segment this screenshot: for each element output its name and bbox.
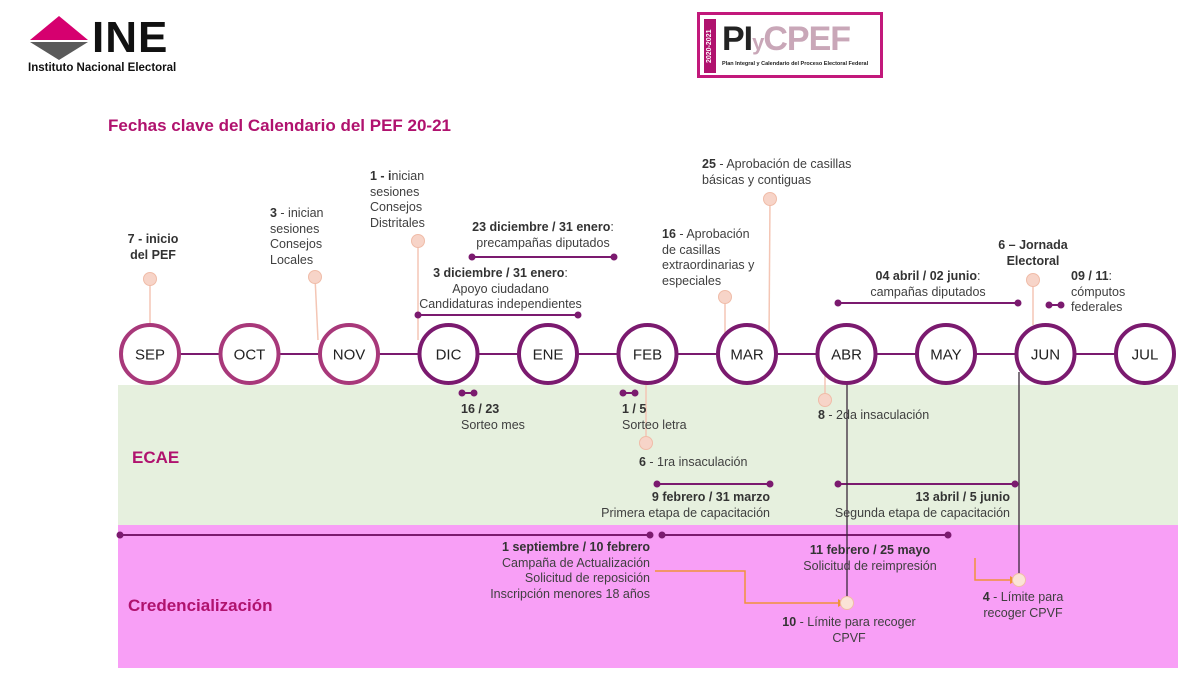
event-limite-10-l2: CPVF	[832, 630, 866, 645]
event-limite-4-l1: - Límite para	[989, 590, 1064, 604]
event-sorteo-mes-range: 16 / 23	[461, 402, 500, 416]
event-primera-insaculacion	[639, 455, 747, 471]
stem-consejos-locales	[315, 277, 318, 340]
dot-casillas-extra	[719, 291, 732, 304]
event-inicio-pef-day: 7 - inicio	[127, 232, 179, 246]
event-segunda-insac-day: 8	[818, 408, 825, 422]
event-consejos-locales-l1: - inician	[276, 206, 324, 220]
plan-name-y: y	[752, 30, 764, 55]
event-campana-act-range: 1 septiembre / 10 febrero	[502, 540, 650, 554]
event-casillas-basicas	[702, 157, 851, 188]
event-apoyo-l2: Candidaturas independientes	[419, 297, 582, 311]
event-computos-colon: :	[1108, 269, 1113, 283]
event-consejos-locales-l3: Consejos	[270, 237, 323, 251]
event-limite-10-day: 10	[782, 615, 797, 629]
month-label: MAY	[930, 346, 962, 364]
event-sorteo-letra	[622, 402, 687, 433]
month-node-feb	[619, 325, 677, 383]
event-campana-act-l1: Campaña de Actualización	[501, 555, 650, 570]
event-casillas-basicas-l1: - Aprobación de casillas	[715, 157, 852, 171]
event-jornada-l2: Electoral	[1006, 253, 1060, 268]
event-casillas-extra-l1: - Aprobación	[675, 227, 750, 241]
stem-casillas-basicas	[769, 199, 770, 340]
event-precampanas-colon: :	[610, 220, 614, 234]
event-sorteo-letra-range: 1 / 5	[622, 402, 647, 416]
month-node-may	[917, 325, 975, 383]
plan-name-b: CPEF	[763, 20, 851, 58]
event-consejos-locales-day: 3	[270, 206, 277, 220]
event-casillas-extra-l2: de casillas	[662, 242, 721, 257]
event-inicio-pef-text: del PEF	[130, 247, 176, 262]
month-node-jun	[1017, 325, 1075, 383]
event-campana-actualizacion	[440, 540, 650, 602]
month-node-dic	[420, 325, 478, 383]
event-primera-capacitacion	[570, 490, 770, 521]
event-casillas-basicas-day: 25	[702, 157, 716, 171]
event-consejos-distritales-l1: nician	[391, 169, 425, 183]
month-nodes	[121, 325, 1174, 383]
event-apoyo-range: 3 diciembre / 31 enero	[433, 266, 565, 280]
dot-consejos-distritales	[412, 235, 425, 248]
month-label: MAR	[730, 346, 764, 364]
month-node-nov	[320, 325, 378, 383]
dot-limite-4	[1013, 574, 1026, 587]
dot-jornada	[1027, 274, 1040, 287]
event-campanas-colon: :	[976, 269, 981, 283]
event-casillas-extra	[662, 227, 754, 289]
event-computos-l2: federales	[1071, 300, 1123, 314]
event-consejos-locales-l2: sesiones	[270, 221, 320, 236]
month-label: JUL	[1131, 346, 1159, 364]
event-segunda-insaculacion	[818, 408, 929, 424]
event-campana-act-l3: Inscripción menores 18 años	[490, 586, 650, 601]
event-consejos-locales	[270, 206, 324, 268]
plan-name-a: PI	[722, 20, 753, 58]
month-label: ENE	[532, 346, 564, 364]
event-primera-insac-day: 6	[639, 455, 646, 469]
event-apoyo-ciudadano	[408, 266, 593, 313]
event-consejos-distritales	[370, 169, 425, 231]
dot-limite-10	[841, 597, 854, 610]
event-casillas-basicas-l2: básicas y contiguas	[702, 172, 812, 187]
event-reimpresion-text: Solicitud de reimpresión	[803, 558, 937, 573]
event-primera-insac-text: - 1ra insaculación	[645, 455, 748, 469]
event-consejos-distritales-day: 1 - i	[370, 169, 392, 183]
dot-inicio-pef	[144, 273, 157, 286]
month-node-oct	[221, 325, 279, 383]
event-precampanas-range: 23 diciembre / 31 enero	[472, 220, 611, 234]
credencializacion-label: Credencialización	[128, 596, 273, 615]
event-segunda-capacitacion	[810, 490, 1010, 521]
event-jornada-electoral	[990, 238, 1076, 269]
event-computos	[1071, 269, 1125, 316]
plan-tagline: Plan Integral y Calendario del Proceso Electoral Federal	[722, 61, 869, 67]
dot-consejos-locales	[309, 271, 322, 284]
event-limite-10	[764, 615, 934, 646]
event-precampanas	[458, 220, 628, 251]
event-sorteo-mes-text: Sorteo mes	[461, 417, 525, 432]
event-consejos-distritales-l2: sesiones	[370, 184, 420, 199]
event-limite-4-day: 4	[982, 590, 990, 604]
event-precampanas-text: precampañas diputados	[476, 235, 610, 250]
dot-segunda-insac	[819, 394, 832, 407]
dot-primera-insac	[640, 437, 653, 450]
event-segunda-cap-range: 13 abril / 5 junio	[915, 490, 1010, 504]
ecae-label: ECAE	[132, 448, 180, 467]
event-computos-range: 09 / 11	[1071, 269, 1109, 283]
month-label: DIC	[435, 346, 462, 364]
event-primera-cap-range: 9 febrero / 31 marzo	[651, 490, 770, 504]
event-reimpresion	[780, 543, 960, 574]
month-node-abr	[818, 325, 876, 383]
event-apoyo-l1: Apoyo ciudadano	[452, 281, 549, 296]
arrow-to-limite-4	[975, 558, 1010, 580]
event-casillas-extra-day: 16	[662, 227, 676, 241]
plan-years: 2020-2021	[704, 19, 716, 73]
event-campanas	[838, 269, 1018, 300]
ine-subtitle: Instituto Nacional Electoral	[28, 62, 177, 74]
event-apoyo-colon: :	[564, 266, 568, 280]
page-title: Fechas clave del Calendario del PEF 20-21	[108, 116, 451, 135]
event-segunda-cap-text: Segunda etapa de capacitación	[834, 505, 1010, 520]
month-label: ABR	[831, 346, 862, 364]
event-limite-10-l1: - Límite para recoger	[796, 615, 916, 629]
event-consejos-distritales-l3: Consejos	[370, 200, 423, 214]
month-label: FEB	[632, 346, 663, 364]
event-inicio-pef	[118, 232, 188, 263]
event-sorteo-mes	[461, 402, 525, 433]
dot-casillas-basicas	[764, 193, 777, 206]
event-limite-4-l2: recoger CPVF	[983, 605, 1063, 620]
month-node-sep	[121, 325, 179, 383]
event-campanas-range: 04 abril / 02 junio	[875, 269, 977, 283]
event-campana-act-l2: Solicitud de reposición	[524, 571, 650, 585]
event-casillas-extra-l4: especiales	[662, 273, 722, 288]
event-casillas-extra-l3: extraordinarias y	[662, 258, 755, 272]
month-node-ene	[519, 325, 577, 383]
event-primera-cap-text: Primera etapa de capacitación	[601, 505, 770, 520]
event-reimpresion-range: 11 febrero / 25 mayo	[809, 543, 931, 557]
month-label: SEP	[134, 346, 166, 364]
event-consejos-locales-l4: Locales	[270, 252, 314, 267]
ine-wordmark: INE	[92, 13, 169, 62]
month-label: JUN	[1030, 346, 1061, 364]
event-jornada-l1: 6 – Jornada	[998, 238, 1068, 252]
arrow-to-limite-10	[655, 571, 838, 603]
event-computos-l1: cómputos	[1071, 284, 1126, 299]
event-consejos-distritales-l4: Distritales	[370, 215, 425, 230]
event-sorteo-letra-text: Sorteo letra	[622, 417, 687, 432]
month-label: OCT	[233, 346, 266, 364]
event-limite-4	[968, 590, 1078, 621]
event-campanas-text: campañas diputados	[870, 284, 986, 299]
event-segunda-insac-text: - 2da insaculación	[824, 408, 930, 422]
month-node-jul	[1116, 325, 1174, 383]
month-node-mar	[718, 325, 776, 383]
month-label: NOV	[332, 346, 366, 364]
